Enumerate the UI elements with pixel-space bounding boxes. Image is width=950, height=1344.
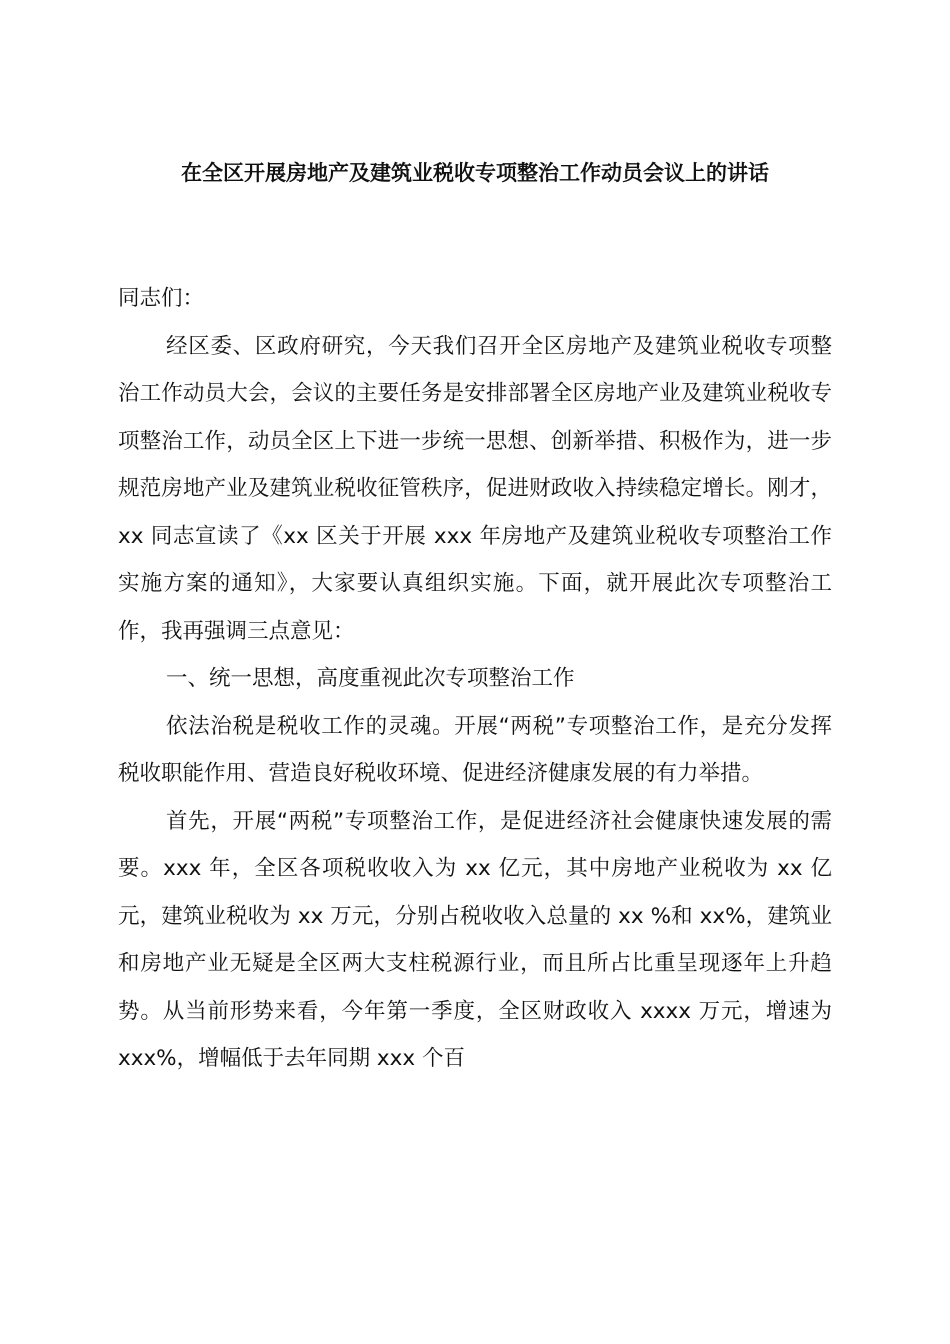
salutation: 同志们： bbox=[118, 286, 205, 311]
document-title: 在全区开展房地产及建筑业税收专项整治工作动员会议上的讲话 bbox=[181, 161, 769, 185]
document-body bbox=[118, 275, 832, 1083]
section-heading-1: 一、统一思想，高度重视此次专项整治工作 bbox=[166, 666, 575, 691]
paragraph-intro: 经区委、区政府研究，今天我们召开全区房地产及建筑业税收专项整治工作动员大会，会议的主要任务是安排部署全区房地产业及建筑业税收专项整治工作，动员全区上下进一步统一思想、创新举措、积极作为，进一步规范房地产业及建筑业税收征管秩序，促进财政收入持续稳定增长。刚才，xx 同志宣读了《xx 区关于开展 xxx 年房地产及建筑业税收专项整治工作实施方案的通知》，大家要认真组织实施。下面，就开展此次专项整治工作，我再强调三点意见： bbox=[118, 333, 832, 644]
paragraph-rule-of-law: 依法治税是税收工作的灵魂。开展“两税”专项整治工作，是充分发挥税收职能作用、营造良好税收环境、促进经济健康发展的有力举措。 bbox=[118, 713, 832, 786]
paragraph-first-point: 首先，开展“两税”专项整治工作，是促进经济社会健康快速发展的需要。xxx 年，全区各项税收收入为 xx 亿元，其中房地产业税收为 xx 亿元，建筑业税收为 xx 万元，分别占税收收入总量的 xx %和 xx%，建筑业和房地产业无疑是全区两大支柱税源行业，而且所占比重呈现逐年上升趋势。从当前形势来看，今年第一季度，全区财政收入 xxxx 万元，增速为 xxx%，增幅低于去年同期 xxx 个百 bbox=[118, 808, 832, 1071]
